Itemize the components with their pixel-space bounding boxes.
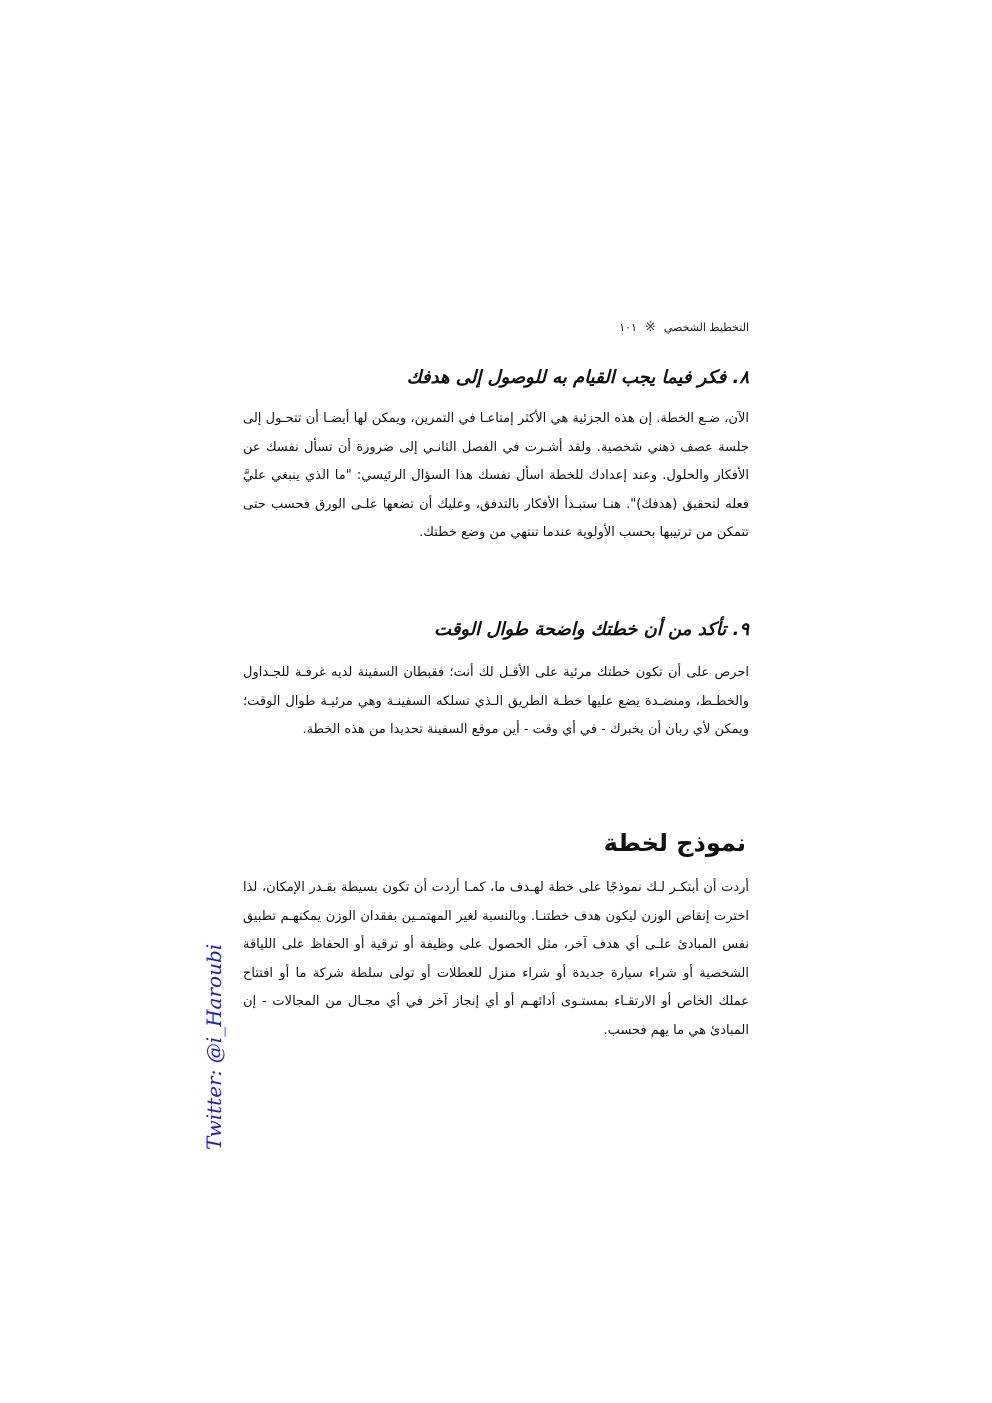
running-header [243,318,749,336]
twitter-watermark: Twitter: @i_Haroubi [202,943,226,1150]
ornament-icon: ※ [644,319,656,335]
page-number: ١٠١ [619,320,637,334]
main-heading: نموذج لخطة [603,829,746,857]
section-heading-9: ٩. تأكد من أن خطتك واضحة طوال الوقت [434,619,749,640]
main-paragraph: أردت أن أبتكـر لـك نموذجًا على خطة لهـدف ما، كمـا أردت أن تكون بسيطة بقـدر الإمكان، لذا اخترت إنقاص الوزن ليكون هدف خطتنـا. وبالنسبة لغير المهتمـين بفقدان الوزن يمكنهـم تطبيق نفس المبادئ علـى أي هدف آخر، مثل الحصول على وظيفة أو ترقية أو الحفاظ على اللياقة الشخصية أو شراء سيارة جديدة أو شراء منزل للعطلات أو تولى سلطة شركة ما أو افتتاح عملك الخاص أو الارتقـاء بمستـوى أدائهـم أو أي إنجاز آخر في أي مجـال من المجالات - إن المبادئ هي ما يهم فحسب. [243,880,749,1038]
section-paragraph-9: احرص على أن تكون خطتك مرئية على الأقـل لك أنت؛ فقبطان السفينة لديه غرفـة للجـداول والخطـط، ومنضـدة يضع عليها خطـة الطريق الـذي تسلكه السفينـة وهي مرئيـة طوال الوقت؛ ويمكن لأي ربان أن يخبرك - في أي وقت - أين موقع السفينة تحديدا من هذه الخطة. [243,665,749,737]
section-heading-8: ٨. فكر فيما يجب القيام به للوصول إلى هدفك [406,367,749,388]
section-paragraph-8: الآن، ضـع الخطة. إن هذه الجزئية هي الأكثر إمتاعـا في التمرين، ويمكن لها أيضـا أن تتحـول إلى جلسة عصف ذهني شخصية. ولقد أشـرت في الفصل الثانـي إلى ضرورة أن تسأل نفسك عن الأفكار والحلول. وعند إعدادك للخطة اسأل نفسك هذا السؤال الرئيسي: "ما الذي ينبغي عليَّ فعله لتحقيق (هدفك)". هنـا ستبـدأ الأفكار بالتدفق، وعليك أن تضعها علـى الورق فحسب حتى تتمكن من ترتيبها بحسب الأولوية عندما تنتهي من وضع خطتك. [243,411,749,540]
running-header-title: التخطيط الشخصي [663,320,749,334]
